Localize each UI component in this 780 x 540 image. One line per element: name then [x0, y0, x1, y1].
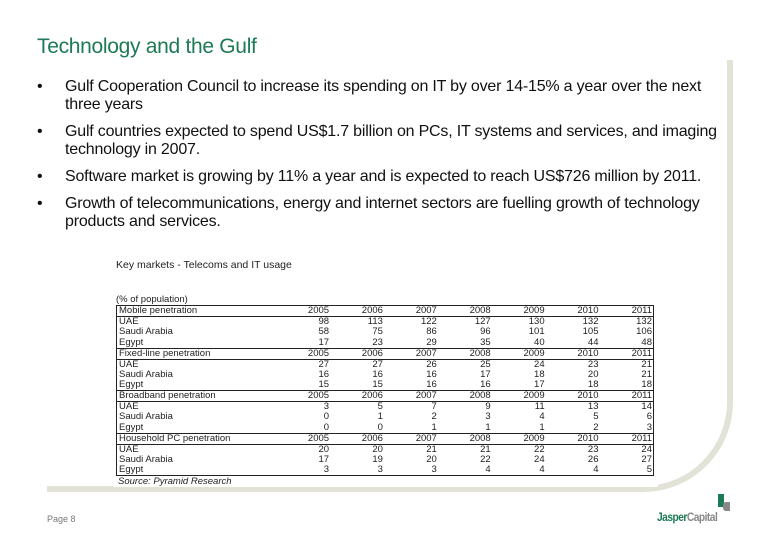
year-header: 2009 — [492, 348, 546, 359]
bullet-item: • Gulf countries expected to spend US$1.7 billion on PCs, IT systems and services, and imaging technology in 2007. — [37, 123, 727, 159]
value-cell: 113 — [367, 316, 383, 327]
year-header: 2008 — [438, 391, 492, 402]
year-header: 2006 — [330, 433, 384, 444]
page-number: Page 8 — [47, 514, 76, 524]
value-cell: 21 — [641, 358, 652, 370]
year-header: 2007 — [384, 433, 438, 444]
value-cell: 20 — [372, 443, 383, 455]
year-header: 2007 — [384, 391, 438, 402]
bullet-text: Gulf Cooperation Council to increase its spending on IT by over 14-15% a year over the next three years — [65, 78, 702, 113]
section-header-row — [117, 433, 654, 444]
bullet-item: • Software market is growing by 11% a year and is expected to reach US$726 million by 2011. — [37, 168, 702, 185]
value-cell: 15 — [318, 379, 330, 390]
value-cell: 16 — [318, 368, 330, 380]
year-header: 2008 — [438, 348, 492, 359]
section-name: Mobile penetration — [117, 306, 277, 317]
bullet-text: Growth of telecommunications, energy and internet sectors are fuelling growth of technology products and services. — [65, 195, 700, 230]
year-header: 2010 — [546, 391, 600, 402]
value-cell: 44 — [587, 336, 599, 348]
value-cell: 22 — [534, 443, 545, 455]
value-cell: 132 — [582, 316, 599, 327]
table-row — [117, 444, 654, 455]
year-header: 2008 — [438, 433, 492, 444]
table-row — [117, 370, 654, 381]
value-cell: 2 — [593, 421, 599, 433]
table-row — [117, 423, 654, 434]
value-cell: 40 — [534, 336, 545, 348]
country-label: UAE — [119, 443, 139, 455]
bullet-item: • Growth of telecommunications, energy and internet sectors are fuelling growth of technology products and services. — [37, 195, 727, 231]
section-header-row — [117, 306, 654, 317]
year-header: 2006 — [330, 306, 384, 317]
table-row — [117, 402, 654, 413]
value-cell: 18 — [641, 379, 652, 390]
value-cell: 20 — [426, 453, 437, 465]
value-cell: 11 — [534, 401, 545, 412]
year-header: 2010 — [546, 433, 600, 444]
year-header: 2006 — [330, 348, 384, 359]
year-header: 2009 — [492, 306, 546, 317]
value-cell: 23 — [587, 358, 599, 370]
value-cell: 3 — [323, 464, 330, 475]
value-cell: 27 — [372, 358, 383, 370]
value-cell: 7 — [431, 401, 437, 412]
value-cell: 86 — [426, 326, 437, 338]
value-cell: 4 — [539, 464, 545, 475]
year-header: 2005 — [276, 391, 330, 402]
country-label: Saudi Arabia — [119, 326, 173, 338]
value-cell: 13 — [587, 401, 599, 412]
country-label: UAE — [119, 358, 139, 370]
value-cell: 21 — [641, 368, 652, 380]
value-cell: 130 — [528, 316, 545, 327]
value-cell: 27 — [641, 453, 652, 465]
value-cell: 24 — [641, 443, 652, 455]
value-cell: 3 — [646, 421, 652, 433]
country-label: Egypt — [119, 464, 144, 475]
value-cell: 4 — [539, 411, 545, 423]
year-header: 2009 — [492, 433, 546, 444]
value-cell: 25 — [480, 358, 491, 370]
country-label: Egypt — [119, 379, 144, 390]
value-cell: 20 — [587, 368, 599, 380]
value-cell: 1 — [431, 421, 437, 433]
value-cell: 6 — [646, 411, 652, 423]
value-cell: 20 — [318, 443, 330, 455]
table-row — [117, 465, 654, 476]
value-cell: 16 — [426, 379, 437, 390]
value-cell: 23 — [372, 336, 383, 348]
value-cell: 101 — [528, 326, 545, 338]
value-cell: 15 — [372, 379, 383, 390]
value-cell: 24 — [534, 358, 545, 370]
country-label: Saudi Arabia — [119, 368, 173, 380]
year-header: 2005 — [276, 348, 330, 359]
value-cell: 4 — [593, 464, 599, 475]
year-header: 2011 — [600, 391, 654, 402]
value-cell: 26 — [587, 453, 599, 465]
bullet-text: Gulf countries expected to spend US$1.7 billion on PCs, IT systems and services, and imaging technology in 2007. — [65, 123, 717, 158]
year-header: 2011 — [600, 306, 654, 317]
section-header-row — [117, 348, 654, 359]
value-cell: 3 — [485, 411, 491, 423]
bullet-text: Software market is growing by 11% a year and is expected to reach US$726 million by 2011. — [65, 168, 702, 185]
logo-mark — [723, 502, 730, 511]
value-cell: 17 — [318, 336, 330, 348]
data-table — [116, 305, 654, 476]
value-cell: 4 — [485, 464, 491, 475]
section-header-row — [117, 391, 654, 402]
year-header: 2005 — [276, 433, 330, 444]
value-cell: 127 — [474, 316, 491, 327]
value-cell: 27 — [318, 358, 330, 370]
logo-text: Jasper — [657, 510, 687, 524]
value-cell: 75 — [372, 326, 383, 338]
value-cell: 18 — [534, 368, 545, 380]
value-cell: 98 — [318, 316, 330, 327]
value-cell: 1 — [485, 421, 491, 433]
year-header: 2011 — [600, 433, 654, 444]
table-row — [117, 455, 654, 466]
value-cell: 48 — [641, 336, 652, 348]
table-source: Source: Pyramid Research — [118, 476, 232, 487]
value-cell: 1 — [377, 411, 383, 423]
value-cell: 5 — [377, 401, 383, 412]
table-row — [117, 317, 654, 328]
value-cell: 122 — [420, 316, 437, 327]
value-cell: 1 — [539, 421, 545, 433]
value-cell: 21 — [426, 443, 437, 455]
value-cell: 21 — [480, 443, 491, 455]
year-header: 2007 — [384, 306, 438, 317]
table-unit: (% of population) — [116, 294, 188, 305]
year-header: 2008 — [438, 306, 492, 317]
value-cell: 14 — [641, 401, 652, 412]
section-name: Household PC penetration — [117, 433, 277, 444]
value-cell: 17 — [318, 453, 330, 465]
bullet-list — [37, 78, 727, 240]
value-cell: 3 — [377, 464, 383, 475]
value-cell: 5 — [593, 411, 599, 423]
logo-text: Capital — [686, 510, 718, 524]
value-cell: 3 — [431, 464, 437, 475]
value-cell: 58 — [318, 326, 330, 338]
value-cell: 16 — [480, 379, 491, 390]
country-label: Egypt — [119, 421, 144, 433]
value-cell: 29 — [426, 336, 437, 348]
table-row — [117, 327, 654, 338]
year-header: 2006 — [330, 391, 384, 402]
year-header: 2010 — [546, 348, 600, 359]
value-cell: 5 — [646, 464, 652, 475]
value-cell: 16 — [372, 368, 383, 380]
value-cell: 132 — [636, 316, 652, 327]
value-cell: 17 — [480, 368, 491, 380]
country-label: Egypt — [119, 336, 144, 348]
telecom-table-image — [113, 259, 658, 487]
table-title: Key markets - Telecoms and IT usage — [116, 259, 292, 271]
year-header: 2007 — [384, 348, 438, 359]
value-cell: 35 — [480, 336, 491, 348]
value-cell: 9 — [485, 401, 491, 412]
value-cell: 105 — [582, 326, 599, 338]
table-row — [117, 380, 654, 391]
value-cell: 3 — [323, 401, 330, 412]
value-cell: 0 — [323, 411, 330, 423]
year-header: 2011 — [600, 348, 654, 359]
value-cell: 16 — [426, 368, 437, 380]
value-cell: 19 — [372, 453, 383, 465]
year-header: 2005 — [276, 306, 330, 317]
value-cell: 17 — [534, 379, 545, 390]
year-header: 2010 — [546, 306, 600, 317]
slide-title: Technology and the Gulf — [37, 35, 257, 58]
table-row — [117, 359, 654, 370]
value-cell: 96 — [480, 326, 491, 338]
bullet-item: • Gulf Cooperation Council to increase its spending on IT by over 14-15% a year over the next three years — [37, 78, 727, 114]
country-label: UAE — [119, 316, 139, 327]
year-header: 2009 — [492, 391, 546, 402]
value-cell: 26 — [426, 358, 437, 370]
table-row — [117, 338, 654, 349]
value-cell: 23 — [587, 443, 599, 455]
jasper-capital-logo — [657, 494, 727, 524]
value-cell: 0 — [323, 421, 330, 433]
value-cell: 22 — [480, 453, 491, 465]
section-name: Fixed-line penetration — [117, 348, 277, 359]
table-row — [117, 412, 654, 423]
value-cell: 0 — [377, 421, 383, 433]
value-cell: 2 — [431, 411, 437, 423]
value-cell: 18 — [587, 379, 599, 390]
country-label: UAE — [119, 401, 139, 412]
country-label: Saudi Arabia — [119, 453, 173, 465]
section-name: Broadband penetration — [117, 391, 277, 402]
value-cell: 106 — [636, 326, 652, 338]
value-cell: 24 — [534, 453, 545, 465]
country-label: Saudi Arabia — [119, 411, 173, 423]
